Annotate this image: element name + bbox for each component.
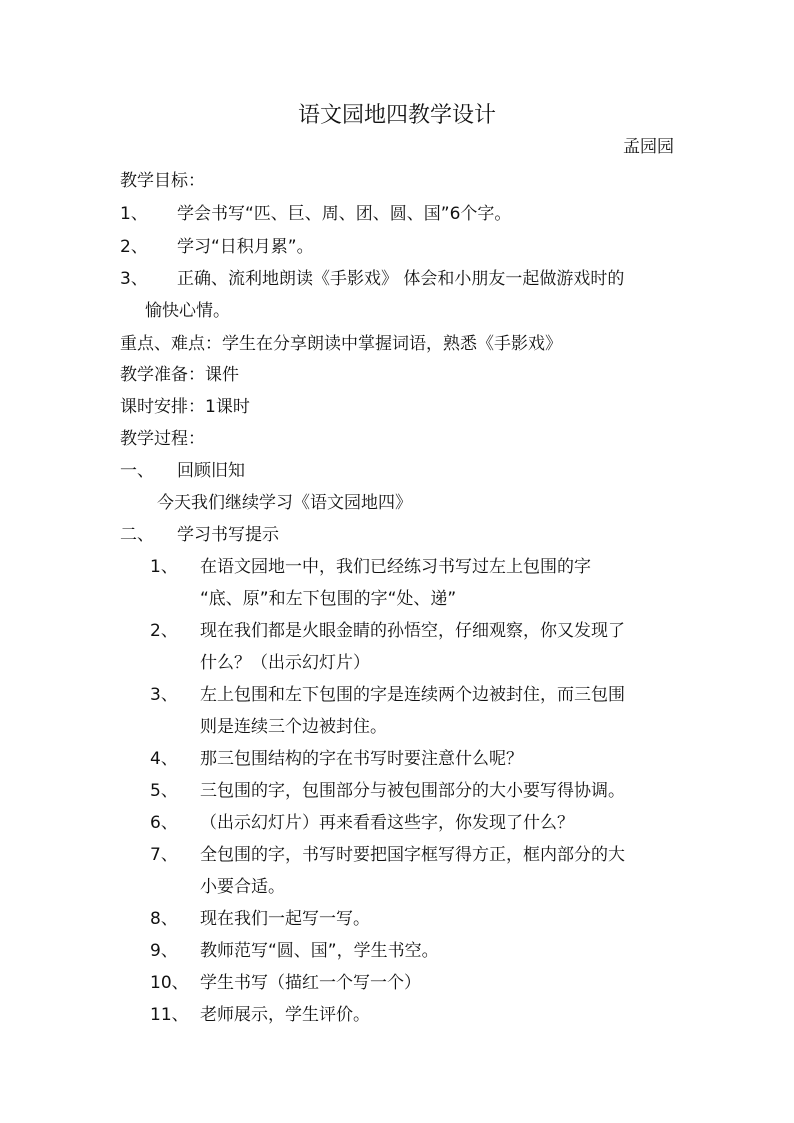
- step-number: 11、: [150, 1005, 189, 1025]
- step-text: 现在我们一起写一写。: [200, 909, 370, 929]
- step-text-continued: 则是连续三个边被封住。: [200, 717, 387, 737]
- objective-number: 1、: [120, 204, 148, 224]
- step-text: 左上包围和左下包围的字是连续两个边被封住，而三包围: [200, 685, 625, 705]
- objective-text: 学会书写“匹、巨、周、团、圆、国”6个字。: [177, 204, 512, 224]
- objective-number: 3、: [120, 269, 148, 289]
- key-points: 重点、难点：学生在分享朗读中掌握词语，熟悉《手影戏》: [120, 334, 562, 354]
- document-title: 语文园地四教学设计: [297, 103, 496, 128]
- step-text: 老师展示，学生评价。: [200, 1005, 370, 1025]
- step-text: 在语文园地一中，我们已经练习书写过左上包围的字: [200, 557, 591, 577]
- objective-text: 正确、流利地朗读《手影戏》 体会和小朋友一起做游戏时的: [177, 269, 625, 289]
- step-number: 9、: [150, 941, 178, 961]
- step-number: 2、: [150, 621, 178, 641]
- step-number: 4、: [150, 749, 178, 769]
- preparation: 教学准备：课件: [120, 365, 239, 385]
- step-text-continued: 小要合适。: [200, 877, 285, 897]
- section-body: 今天我们继续学习《语文园地四》: [157, 493, 412, 513]
- step-text: 学生书写（描红一个写一个）: [200, 973, 421, 993]
- objective-text-continued: 愉快心情。: [145, 301, 230, 321]
- step-text-continued: 什么？（出示幻灯片）: [200, 653, 370, 673]
- process-heading: 教学过程：: [120, 429, 205, 449]
- author-name: 孟园园: [623, 137, 674, 157]
- step-number: 5、: [150, 781, 178, 801]
- step-text-continued: “底、原”和左下包围的字“处、递”: [200, 589, 457, 609]
- step-text: （出示幻灯片）再来看看这些字，你发现了什么？: [200, 813, 574, 833]
- step-text: 教师范写“圆、国”，学生书空。: [200, 941, 439, 961]
- objectives-heading: 教学目标：: [120, 171, 205, 191]
- step-text: 全包围的字，书写时要把国字框写得方正，框内部分的大: [200, 845, 625, 865]
- step-number: 3、: [150, 685, 178, 705]
- step-number: 6、: [150, 813, 178, 833]
- section-number: 二、: [120, 525, 154, 545]
- section-title: 回顾旧知: [177, 461, 245, 481]
- step-text: 三包围的字，包围部分与被包围部分的大小要写得协调。: [200, 781, 625, 801]
- objective-text: 学习“日积月累”。: [177, 237, 314, 257]
- step-number: 8、: [150, 909, 178, 929]
- step-number: 10、: [150, 973, 189, 993]
- objective-number: 2、: [120, 237, 148, 257]
- section-number: 一、: [120, 461, 154, 481]
- section-title: 学习书写提示: [177, 525, 279, 545]
- step-number: 1、: [150, 557, 178, 577]
- schedule: 课时安排：1课时: [120, 397, 250, 417]
- step-text: 现在我们都是火眼金睛的孙悟空，仔细观察，你又发现了: [200, 621, 625, 641]
- step-text: 那三包围结构的字在书写时要注意什么呢？: [200, 749, 523, 769]
- step-number: 7、: [150, 845, 178, 865]
